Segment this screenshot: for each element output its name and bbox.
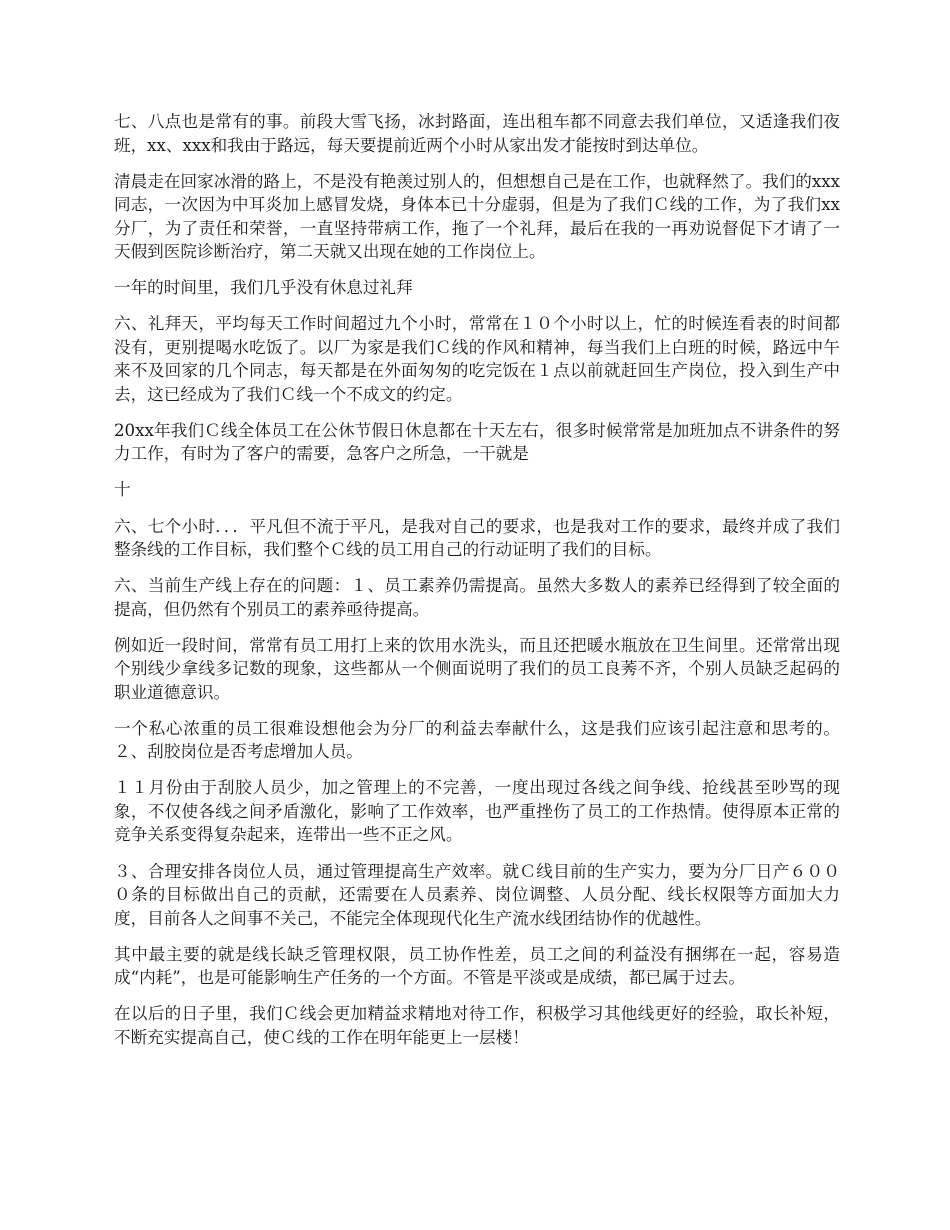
paragraph: 在以后的日子里，我们Ｃ线会更加精益求精地对待工作，积极学习其他线更好的经验，取长补短，不断充实提高自己，使Ｃ线的工作在明年能更上一层楼！ (114, 1004, 840, 1047)
paragraph: 七、八点也是常有的事。前段大雪飞扬，冰封路面，连出租车都不同意去我们单位，又适逢我们夜班，xx、xxx和我由于路远，每天要提前近两个小时从家出发才能按时到达单位。 (114, 112, 840, 155)
paragraph: 十 (114, 480, 131, 500)
paragraph: 20xx年我们Ｃ线全体员工在公休节假日休息都在十天左右，很多时候常常是加班加点不讲条件的努力工作，有时为了客户的需要，急客户之所急，一干就是 (114, 420, 840, 464)
paragraph: 一个私心浓重的员工很难设想他会为分厂的利益去奉献什么，这是我们应该引起注意和思考的。２、刮胶岗位是否考虑增加人员。 (114, 718, 840, 762)
paragraph: 一年的时间里，我们几乎没有休息过礼拜 (114, 278, 413, 298)
paragraph: １１月份由于刮胶人员少，加之管理上的不完善，一度出现过各线之间争线、抢线甚至吵骂的现象，不仅使各线之间矛盾激化，影响了工作效率，也严重挫伤了员工的工作热情。使得原本正常的竞争关系变得复杂起来，连带出一些不正之风。 (114, 778, 840, 845)
paragraph: ３、合理安排各岗位人员，通过管理提高生产效率。就Ｃ线目前的生产实力，要为分厂日产６０００条的目标做出自己的贡献，还需要在人员素养、岗位调整、人员分配、线长权限等方面加大力度，目前各人之间事不关己，不能完全体现现代化生产流水线团结协作的优越性。 (114, 861, 840, 928)
paragraph: 清晨走在回家冰滑的路上，不是没有艳羡过别人的，但想想自己是在工作，也就释然了。我们的xxx同志，一次因为中耳炎加上感冒发烧，身体本已十分虚弱，但是为了我们Ｃ线的工作，为了我们xx分厂，为了责任和荣誉，一直坚持带病工作，拖了一个礼拜，最后在我的一再劝说督促下才请了一天假到医院诊断治疗，第二天就又出现在她的工作岗位上。 (114, 171, 840, 262)
document-body (114, 110, 840, 1062)
paragraph: 六、当前生产线上存在的问题：１、员工素养仍需提高。虽然大多数人的素养已经得到了较全面的提高，但仍然有个别员工的素养亟待提高。 (114, 576, 840, 619)
paragraph: 其中最主要的就是线长缺乏管理权限，员工协作性差，员工之间的利益没有捆绑在一起，容易造成“内耗”，也是可能影响生产任务的一个方面。不管是平淡或是成绩，都已属于过去。 (114, 944, 840, 988)
paragraph: 六、礼拜天，平均每天工作时间超过九个小时，常常在１０个小时以上，忙的时候连看表的时间都没有，更别提喝水吃饭了。以厂为家是我们Ｃ线的作风和精神，每当我们上白班的时候，路远中午来不及回家的几个同志，每天都是在外面匆匆的吃完饭在１点以前就赶回生产岗位，投入到生产中去，这已经成为了我们Ｃ线一个不成文的约定。 (114, 314, 840, 404)
paragraph: 六、七个小时．．．平凡但不流于平凡，是我对自己的要求，也是我对工作的要求，最终并成了我们整条线的工作目标，我们整个Ｃ线的员工用自己的行动证明了我们的目标。 (114, 516, 840, 560)
paragraph: 例如近一段时间，常常有员工用打上来的饮用水洗头，而且还把暖水瓶放在卫生间里。还常常出现个别线少拿线多记数的现象，这些都从一个侧面说明了我们的员工良莠不齐，个别人员缺乏起码的职业道德意识。 (114, 635, 840, 702)
